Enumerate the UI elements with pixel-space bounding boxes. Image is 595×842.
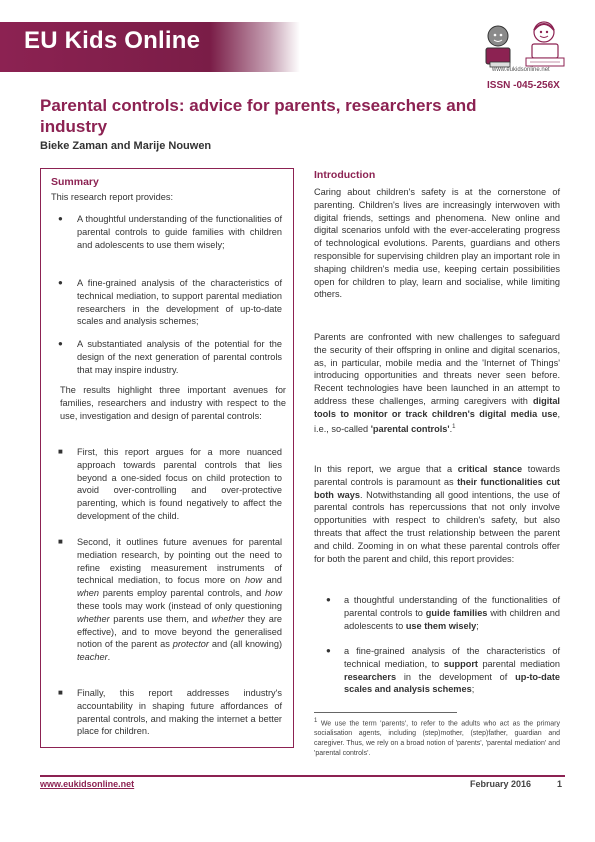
- issn: ISSN -045-256X: [487, 80, 560, 91]
- intro-paragraph-3: In this report, we argue that a critical stance towards parental controls is paramount as their functionalities cut both ways. Notwithstanding all good intentions, the use of parental controls has repercussions that not only involve opportunities with respect to children's safety, but also threats that affect the trust relationship between the parent and child. Zooming in on what these parental controls offer for both the parent and child, this report provides:: [314, 464, 560, 564]
- intro-paragraph-1: Caring about children's safety is at the cornerstone of parenting. Children's lives are increasingly interwoven with digital friends, settings and phenomena. New online and digital scenarios unfold with the ever-accelerating progress of technological evolutions. Parents, guardians and others responsible for supervising children play an important role in shaping children's media use, keeping certain possibilities open for children to play, learn and socialise, while limiting others.: [314, 187, 560, 300]
- summary-results: The results highlight three important avenues for families, researchers and industry with respect to the use, investigation and design of parental controls:: [60, 385, 286, 421]
- bullet-square-icon: ■: [58, 537, 63, 546]
- bullet-dot-icon: ●: [58, 214, 63, 223]
- kids-logo-icon: [476, 18, 572, 70]
- footer-divider: [40, 775, 565, 777]
- footnote: $^1$ We use the term 'parents', to refer to the adults who act as the primary socialisation agents, including (step)mother, (step)father, guardian and caregiver. Thus, we rely on a broad notion of 'parents', 'parental mediation' and 'parental controls'.: [314, 718, 560, 758]
- footer-date: February 2016: [470, 779, 532, 789]
- bullet-square-icon: ■: [58, 447, 63, 456]
- summary-intro: This research report provides:: [51, 192, 174, 202]
- bullet-dot-icon: ●: [58, 278, 63, 287]
- introduction-heading: Introduction: [314, 169, 376, 181]
- bullet-square-icon: ■: [58, 688, 63, 697]
- page-title: Parental controls: advice for parents, researchers and industry: [40, 96, 477, 136]
- summary-heading: Summary: [51, 176, 99, 188]
- logo-url: www.eukidsonline.net: [492, 67, 550, 73]
- footer-link[interactable]: www.eukidsonline.net: [40, 779, 135, 789]
- footnote-divider: [314, 712, 457, 713]
- bullet-dot-icon: ●: [58, 339, 63, 348]
- authors: Bieke Zaman and Marije Nouwen: [40, 140, 212, 152]
- page-number: 1: [557, 779, 563, 789]
- brand-title: EU Kids Online: [24, 27, 201, 54]
- bullet-dot-icon: ●: [326, 595, 331, 604]
- bullet-dot-icon: ●: [326, 646, 331, 655]
- intro-paragraph-2: Parents are confronted with new challenges to safeguard the security of their offspring in online and digital scenarios, as, in particular, mobile media and the 'Internet of Things' introducing opportunities and threats never seen before. Recent technologies have been launched in an attempt to address these challenges, arming caregivers with digital tools to monitor or track children's digital media use, i.e., so-called 'parental controls'.$^1$: [314, 332, 560, 434]
